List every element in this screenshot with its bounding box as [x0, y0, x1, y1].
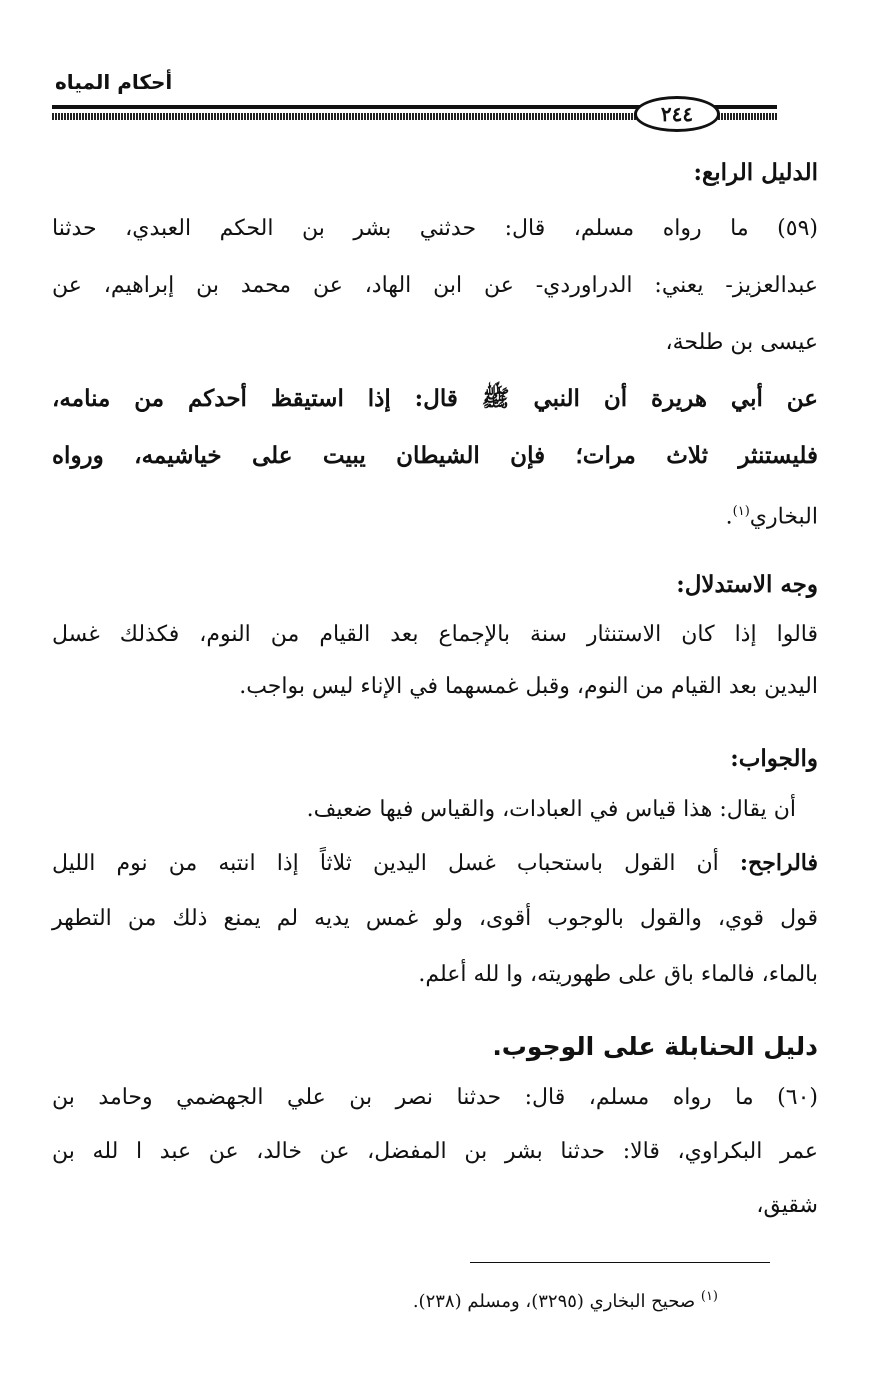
paragraph-line: عيسى بن طلحة،: [665, 330, 818, 355]
preferred-text: أن القول باستحباب غسل اليدين ثلاثاً إذا انتبه من نوم الليل: [52, 851, 740, 876]
paragraph-line: عمر البكراوي، قالا: حدثنا بشر بن المفضل، عن خالد، عن عبد ا لله بن: [52, 1139, 818, 1164]
paragraph-line: شقيق،: [756, 1193, 818, 1218]
footnote-1: [413, 1282, 718, 1317]
paragraph-line: بالماء، فالماء باق على طهوريته، وا لله أعلم.: [418, 962, 818, 987]
paragraph-line: [726, 497, 818, 532]
paragraph-line: قالوا إذا كان الاستنثار سنة بالإجماع بعد القيام من النوم، فكذلك غسل: [52, 622, 818, 647]
heading-fourth-evidence: الدليل الرابع:: [693, 159, 818, 186]
period: .: [725, 504, 733, 530]
running-title: أحكام المياه: [55, 70, 173, 94]
heading-answer: والجواب:: [730, 745, 818, 772]
source-text: البخاري: [749, 504, 818, 530]
heading-inference: وجه الاستدلال:: [676, 571, 818, 598]
paragraph-line: (٥٩) ما رواه مسلم، قال: حدثني بشر بن الحكم العبدي، حدثنا: [52, 216, 818, 241]
paragraph-line: عبدالعزيز- يعني: الدراوردي- عن ابن الهاد، عن محمد بن إبراهيم، عن: [52, 273, 818, 298]
hadith-line: فليستنثر ثلاث مرات؛ فإن الشيطان يبيت على خياشيمه، ورواه: [52, 442, 818, 469]
paragraph-line: اليدين بعد القيام من النوم، وقبل غمسهما في الإناء ليس بواجب.: [239, 674, 818, 699]
section-heading: دليل الحنابلة على الوجوب.: [492, 1032, 818, 1061]
hadith-line: عن أبي هريرة أن النبي ﷺ قال: إذا استيقظ أحدكم من منامه،: [52, 385, 818, 412]
footnote-marker: (١): [732, 504, 750, 519]
footnote-rule: [470, 1262, 770, 1263]
page-number: ٢٤٤: [634, 96, 720, 132]
paragraph-line: (٦٠) ما رواه مسلم، قال: حدثنا نصر بن علي الجهضمي وحامد بن: [52, 1085, 818, 1110]
paragraph-line: أن يقال: هذا قياس في العبادات، والقياس فيها ضعيف.: [306, 797, 796, 822]
paragraph-line: [52, 848, 818, 879]
paragraph-line: قول قوي، والقول بالوجوب أقوى، ولو غمس يديه لم يمنع ذلك من التطهر: [52, 906, 818, 931]
footnote-number: (١): [700, 1289, 718, 1304]
preferred-label: فالراجح:: [739, 850, 818, 876]
footnote-text: صحيح البخاري (٣٢٩٥)، ومسلم (٢٣٨).: [412, 1291, 701, 1312]
